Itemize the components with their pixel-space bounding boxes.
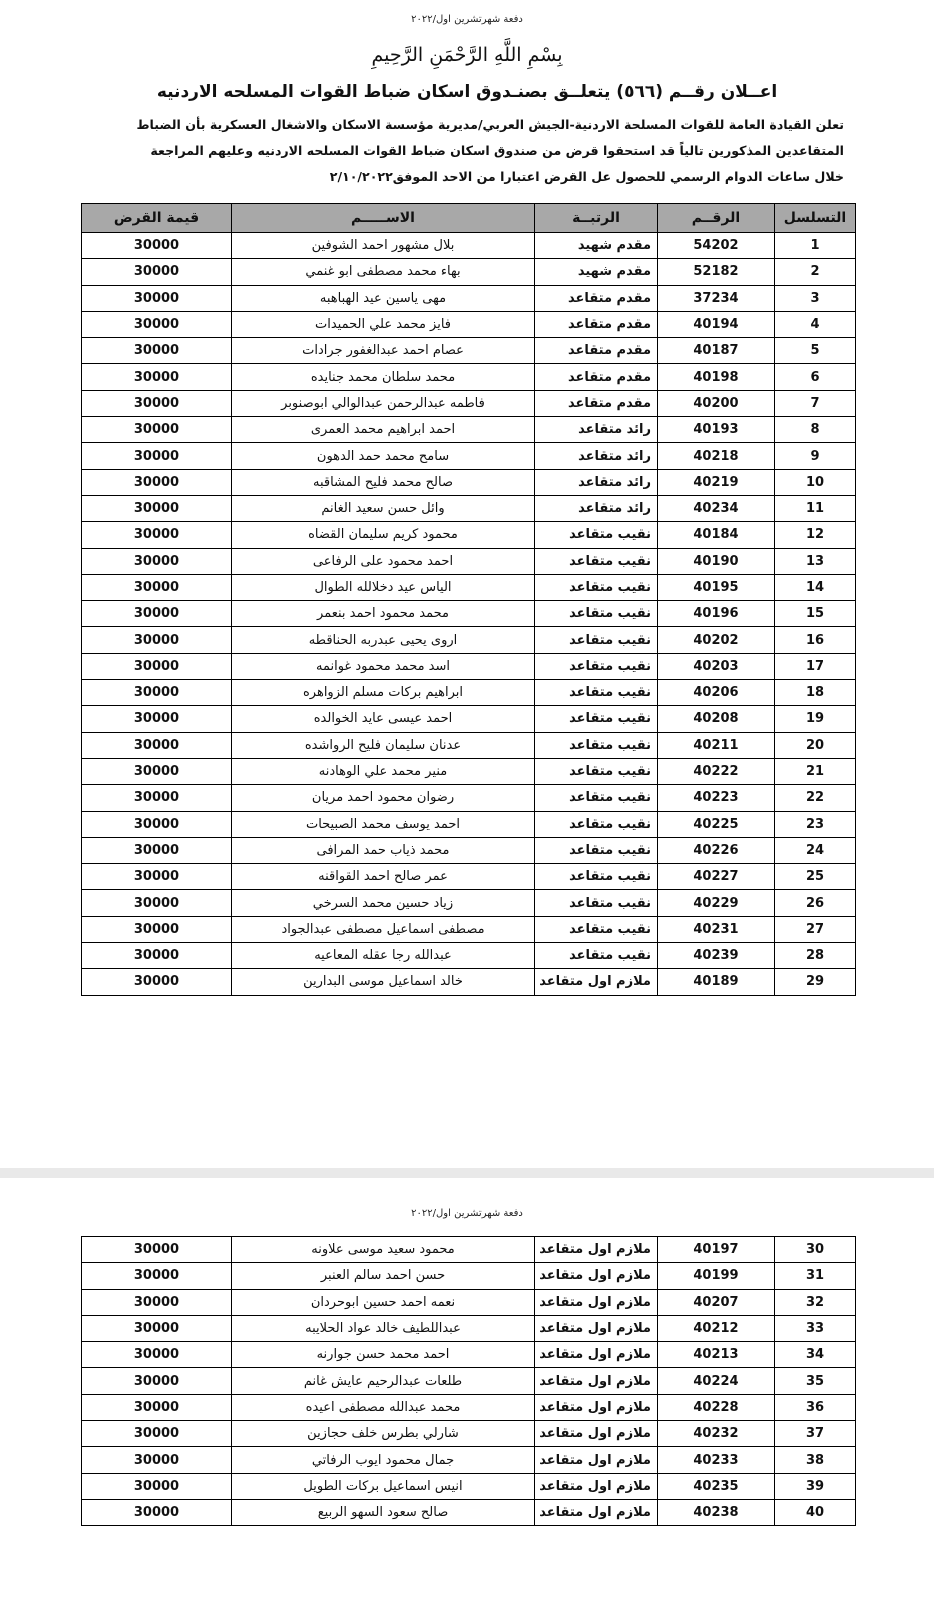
cell-number: 40239 (658, 943, 775, 969)
cell-rank: نقيب متقاعد (535, 627, 658, 653)
cell-number: 40229 (658, 890, 775, 916)
cell-name: خالد اسماعيل موسى البدارين (232, 969, 535, 995)
cell-name: مهى ياسين عيد الهباهبه (232, 285, 535, 311)
cell-amount: 30000 (82, 311, 232, 337)
cell-rank: نقيب متقاعد (535, 732, 658, 758)
cell-rank: نقيب متقاعد (535, 706, 658, 732)
table-row (82, 811, 856, 837)
cell-name: بلال مشهور احمد الشوفين (232, 233, 535, 259)
cell-serial: 40 (775, 1499, 856, 1525)
cell-amount: 30000 (82, 1499, 232, 1525)
cell-amount: 30000 (82, 233, 232, 259)
cell-name: احمد يوسف محمد الصبيحات (232, 811, 535, 837)
cell-serial: 12 (775, 522, 856, 548)
cell-serial: 3 (775, 285, 856, 311)
table-body (82, 1237, 856, 1526)
table-row (82, 601, 856, 627)
cell-number: 40227 (658, 864, 775, 890)
cell-rank: مقدم متقاعد (535, 285, 658, 311)
cell-rank: ملازم اول متقاعد (535, 1368, 658, 1394)
table-row (82, 1368, 856, 1394)
cell-rank: مقدم متقاعد (535, 311, 658, 337)
loan-recipients-table-continued (81, 1236, 856, 1526)
cell-serial: 34 (775, 1342, 856, 1368)
cell-number: 40207 (658, 1289, 775, 1315)
cell-serial: 25 (775, 864, 856, 890)
cell-name: طلعات عبدالرحيم عايش غانم (232, 1368, 535, 1394)
cell-number: 40200 (658, 390, 775, 416)
document-page-2 (0, 1178, 934, 1600)
cell-rank: رائد متقاعد (535, 417, 658, 443)
cell-name: عبدالله رجا عقله المعاعيه (232, 943, 535, 969)
table-header-row (82, 204, 856, 233)
cell-number: 40234 (658, 495, 775, 521)
table-row (82, 627, 856, 653)
cell-rank: نقيب متقاعد (535, 890, 658, 916)
table-row (82, 390, 856, 416)
cell-rank: رائد متقاعد (535, 495, 658, 521)
cell-number: 40194 (658, 311, 775, 337)
table-row (82, 548, 856, 574)
announcement-title: اعــلان رقــم (٥٦٦) يتعلــق بصنـدوق اسكان ضباط القوات المسلحه الاردنيه (156, 82, 778, 102)
cell-rank: نقيب متقاعد (535, 916, 658, 942)
cell-amount: 30000 (82, 706, 232, 732)
table-row (82, 943, 856, 969)
table-row (82, 653, 856, 679)
cell-amount: 30000 (82, 1473, 232, 1499)
cell-name: احمد ابراهيم محمد العمرى (232, 417, 535, 443)
cell-rank: نقيب متقاعد (535, 811, 658, 837)
cell-serial: 17 (775, 653, 856, 679)
table-row (82, 311, 856, 337)
cell-name: رضوان محمود احمد مريان (232, 785, 535, 811)
cell-rank: مقدم شهيد (535, 259, 658, 285)
cell-name: عمر صالح احمد القواقنه (232, 864, 535, 890)
table-row (82, 1394, 856, 1420)
cell-number: 40212 (658, 1315, 775, 1341)
cell-number: 40222 (658, 758, 775, 784)
cell-name: احمد محمود على الرفاعى (232, 548, 535, 574)
cell-rank: ملازم اول متقاعد (535, 1342, 658, 1368)
cell-rank: نقيب متقاعد (535, 548, 658, 574)
table-row (82, 233, 856, 259)
cell-serial: 26 (775, 890, 856, 916)
cell-name: وائل حسن سعيد الغانم (232, 495, 535, 521)
cell-name: حسن احمد سالم العنبر (232, 1263, 535, 1289)
cell-rank: نقيب متقاعد (535, 837, 658, 863)
cell-serial: 24 (775, 837, 856, 863)
cell-amount: 30000 (82, 338, 232, 364)
column-header-amount: قيمة القرض (82, 204, 232, 233)
cell-amount: 30000 (82, 1421, 232, 1447)
cell-name: عدنان سليمان فليح الرواشده (232, 732, 535, 758)
cell-serial: 16 (775, 627, 856, 653)
cell-number: 54202 (658, 233, 775, 259)
cell-number: 40203 (658, 653, 775, 679)
column-header-name: الاســـــم (232, 204, 535, 233)
cell-amount: 30000 (82, 364, 232, 390)
column-header-number: الرقــم (658, 204, 775, 233)
table-row (82, 1499, 856, 1525)
cell-number: 40233 (658, 1447, 775, 1473)
cell-amount: 30000 (82, 1237, 232, 1263)
cell-rank: رائد متقاعد (535, 469, 658, 495)
cell-serial: 10 (775, 469, 856, 495)
table-row (82, 706, 856, 732)
table-row (82, 758, 856, 784)
cell-amount: 30000 (82, 522, 232, 548)
cell-serial: 33 (775, 1315, 856, 1341)
table-row (82, 338, 856, 364)
cell-name: محمد محمود احمد بنعمر (232, 601, 535, 627)
cell-amount: 30000 (82, 943, 232, 969)
cell-name: شارلي بطرس خلف حجازين (232, 1421, 535, 1447)
column-header-rank: الرتبــة (535, 204, 658, 233)
cell-rank: ملازم اول متقاعد (535, 1394, 658, 1420)
cell-serial: 35 (775, 1368, 856, 1394)
cell-rank: ملازم اول متقاعد (535, 1237, 658, 1263)
cell-rank: ملازم اول متقاعد (535, 1421, 658, 1447)
table-row (82, 916, 856, 942)
cell-amount: 30000 (82, 495, 232, 521)
cell-rank: ملازم اول متقاعد (535, 1473, 658, 1499)
cell-amount: 30000 (82, 574, 232, 600)
table-row (82, 864, 856, 890)
cell-name: بهاء محمد مصطفى ابو غنمي (232, 259, 535, 285)
cell-name: محمود سعيد موسى علاونه (232, 1237, 535, 1263)
cell-serial: 28 (775, 943, 856, 969)
table-row (82, 443, 856, 469)
cell-serial: 7 (775, 390, 856, 416)
cell-amount: 30000 (82, 1289, 232, 1315)
cell-amount: 30000 (82, 1342, 232, 1368)
cell-serial: 4 (775, 311, 856, 337)
cell-name: محمد سلطان محمد جنايده (232, 364, 535, 390)
cell-serial: 31 (775, 1263, 856, 1289)
cell-name: نعمه احمد حسين ابوحردان (232, 1289, 535, 1315)
cell-amount: 30000 (82, 285, 232, 311)
intro-line: تعلن القيادة العامة للقوات المسلحة الاردنية-الجيش العربي/مديرية مؤسسة الاسكان والاشغال العسكرية بأن الضباط (136, 117, 844, 132)
cell-serial: 30 (775, 1237, 856, 1263)
cell-serial: 32 (775, 1289, 856, 1315)
cell-amount: 30000 (82, 969, 232, 995)
cell-amount: 30000 (82, 548, 232, 574)
cell-number: 40226 (658, 837, 775, 863)
cell-amount: 30000 (82, 1394, 232, 1420)
cell-rank: نقيب متقاعد (535, 758, 658, 784)
cell-name: محمد عبدالله مصطفى اعيده (232, 1394, 535, 1420)
cell-name: ابراهيم بركات مسلم الزواهره (232, 680, 535, 706)
table-row (82, 1473, 856, 1499)
cell-serial: 19 (775, 706, 856, 732)
table-row (82, 417, 856, 443)
cell-rank: مقدم متقاعد (535, 338, 658, 364)
cell-rank: نقيب متقاعد (535, 680, 658, 706)
cell-serial: 38 (775, 1447, 856, 1473)
batch-label: دفعة شهرتشرين اول/٢٠٢٢ (411, 14, 523, 25)
cell-rank: مقدم متقاعد (535, 390, 658, 416)
table-row (82, 1289, 856, 1315)
cell-name: اسد محمد محمود غوانمه (232, 653, 535, 679)
cell-amount: 30000 (82, 916, 232, 942)
table-row (82, 837, 856, 863)
cell-number: 40190 (658, 548, 775, 574)
cell-serial: 21 (775, 758, 856, 784)
cell-number: 40218 (658, 443, 775, 469)
cell-number: 37234 (658, 285, 775, 311)
cell-rank: ملازم اول متقاعد (535, 1263, 658, 1289)
cell-amount: 30000 (82, 653, 232, 679)
cell-number: 40223 (658, 785, 775, 811)
cell-serial: 6 (775, 364, 856, 390)
cell-rank: نقيب متقاعد (535, 785, 658, 811)
cell-rank: نقيب متقاعد (535, 864, 658, 890)
cell-amount: 30000 (82, 417, 232, 443)
cell-rank: نقيب متقاعد (535, 943, 658, 969)
cell-amount: 30000 (82, 864, 232, 890)
cell-serial: 11 (775, 495, 856, 521)
cell-rank: ملازم اول متقاعد (535, 1499, 658, 1525)
cell-name: فايز محمد علي الحميدات (232, 311, 535, 337)
cell-serial: 5 (775, 338, 856, 364)
cell-number: 40208 (658, 706, 775, 732)
cell-amount: 30000 (82, 1368, 232, 1394)
cell-serial: 29 (775, 969, 856, 995)
cell-amount: 30000 (82, 1315, 232, 1341)
cell-serial: 20 (775, 732, 856, 758)
cell-name: اروى يحيى عبدربه الحناقطه (232, 627, 535, 653)
cell-serial: 1 (775, 233, 856, 259)
cell-number: 40189 (658, 969, 775, 995)
loan-recipients-table (81, 203, 856, 996)
cell-number: 40187 (658, 338, 775, 364)
cell-rank: ملازم اول متقاعد (535, 1315, 658, 1341)
cell-serial: 18 (775, 680, 856, 706)
cell-serial: 14 (775, 574, 856, 600)
cell-serial: 2 (775, 259, 856, 285)
cell-name: فاطمه عبدالرحمن عبدالوالي ابوصنوبر (232, 390, 535, 416)
cell-name: سامح محمد حمد الدهون (232, 443, 535, 469)
basmala-heading: بِسْمِ اللَّهِ الرَّحْمَنِ الرَّحِيمِ (371, 44, 563, 66)
table-row (82, 732, 856, 758)
cell-rank: ملازم اول متقاعد (535, 969, 658, 995)
announcement-intro (84, 112, 844, 190)
table-row (82, 1263, 856, 1289)
cell-serial: 37 (775, 1421, 856, 1447)
table-row (82, 364, 856, 390)
cell-number: 52182 (658, 259, 775, 285)
cell-serial: 27 (775, 916, 856, 942)
column-header-serial: التسلسل (775, 204, 856, 233)
cell-amount: 30000 (82, 837, 232, 863)
cell-name: مصطفى اسماعيل مصطفى عبدالجواد (232, 916, 535, 942)
cell-number: 40228 (658, 1394, 775, 1420)
cell-number: 40238 (658, 1499, 775, 1525)
table-body (82, 233, 856, 996)
cell-name: جمال محمود ايوب الرفاتي (232, 1447, 535, 1473)
cell-rank: نقيب متقاعد (535, 522, 658, 548)
cell-serial: 22 (775, 785, 856, 811)
cell-number: 40219 (658, 469, 775, 495)
intro-line: المتقاعدين المذكورين تالياً قد استحقوا قرض من صندوق اسكان ضباط القوات المسلحه الاردنيه وعليهم المراجعة (150, 143, 844, 158)
cell-amount: 30000 (82, 469, 232, 495)
intro-line: خلال ساعات الدوام الرسمي للحصول عل القرض اعتبارا من الاحد الموفق٢/١٠/٢٠٢٢ (329, 169, 844, 184)
cell-amount: 30000 (82, 732, 232, 758)
cell-number: 40193 (658, 417, 775, 443)
table-row (82, 890, 856, 916)
cell-name: انيس اسماعيل بركات الطويل (232, 1473, 535, 1499)
table-row (82, 785, 856, 811)
cell-amount: 30000 (82, 259, 232, 285)
cell-number: 40211 (658, 732, 775, 758)
cell-amount: 30000 (82, 680, 232, 706)
cell-name: محمود كريم سليمان القضاه (232, 522, 535, 548)
cell-rank: رائد متقاعد (535, 443, 658, 469)
cell-serial: 15 (775, 601, 856, 627)
cell-rank: ملازم اول متقاعد (535, 1289, 658, 1315)
cell-number: 40235 (658, 1473, 775, 1499)
table-row (82, 522, 856, 548)
cell-amount: 30000 (82, 758, 232, 784)
cell-number: 40231 (658, 916, 775, 942)
cell-number: 40198 (658, 364, 775, 390)
table-row (82, 1342, 856, 1368)
cell-rank: نقيب متقاعد (535, 653, 658, 679)
cell-number: 40202 (658, 627, 775, 653)
table-row (82, 1421, 856, 1447)
cell-serial: 8 (775, 417, 856, 443)
table-row (82, 1237, 856, 1263)
table-row (82, 285, 856, 311)
cell-amount: 30000 (82, 627, 232, 653)
cell-serial: 36 (775, 1394, 856, 1420)
cell-name: محمد ذياب حمد المرافى (232, 837, 535, 863)
cell-amount: 30000 (82, 443, 232, 469)
cell-serial: 39 (775, 1473, 856, 1499)
cell-name: الياس عيد دخلالله الطوال (232, 574, 535, 600)
cell-serial: 23 (775, 811, 856, 837)
table-row (82, 259, 856, 285)
cell-rank: مقدم شهيد (535, 233, 658, 259)
cell-number: 40213 (658, 1342, 775, 1368)
cell-serial: 13 (775, 548, 856, 574)
cell-number: 40232 (658, 1421, 775, 1447)
cell-amount: 30000 (82, 890, 232, 916)
cell-name: منير محمد علي الوهادنه (232, 758, 535, 784)
table-row (82, 1447, 856, 1473)
cell-amount: 30000 (82, 390, 232, 416)
cell-number: 40197 (658, 1237, 775, 1263)
cell-rank: مقدم متقاعد (535, 364, 658, 390)
cell-serial: 9 (775, 443, 856, 469)
cell-rank: نقيب متقاعد (535, 574, 658, 600)
cell-number: 40199 (658, 1263, 775, 1289)
cell-amount: 30000 (82, 1263, 232, 1289)
batch-label: دفعة شهرتشرين اول/٢٠٢٢ (411, 1208, 523, 1219)
cell-number: 40206 (658, 680, 775, 706)
cell-name: احمد محمد حسن جوارنه (232, 1342, 535, 1368)
cell-amount: 30000 (82, 601, 232, 627)
table-row (82, 1315, 856, 1341)
table-row (82, 574, 856, 600)
cell-number: 40195 (658, 574, 775, 600)
cell-amount: 30000 (82, 1447, 232, 1473)
cell-number: 40225 (658, 811, 775, 837)
cell-amount: 30000 (82, 785, 232, 811)
cell-amount: 30000 (82, 811, 232, 837)
table-row (82, 469, 856, 495)
cell-name: صالح محمد فليح المشاقبه (232, 469, 535, 495)
cell-number: 40184 (658, 522, 775, 548)
cell-rank: نقيب متقاعد (535, 601, 658, 627)
table-row (82, 969, 856, 995)
cell-name: صالح سعود السهو الربيع (232, 1499, 535, 1525)
cell-name: زياد حسين محمد السرخي (232, 890, 535, 916)
table-row (82, 680, 856, 706)
cell-name: عبداللطيف خالد عواد الحلايبه (232, 1315, 535, 1341)
cell-name: عصام احمد عبدالغفور جرادات (232, 338, 535, 364)
cell-rank: ملازم اول متقاعد (535, 1447, 658, 1473)
table-row (82, 495, 856, 521)
cell-number: 40196 (658, 601, 775, 627)
cell-number: 40224 (658, 1368, 775, 1394)
cell-name: احمد عيسى عايد الخوالده (232, 706, 535, 732)
